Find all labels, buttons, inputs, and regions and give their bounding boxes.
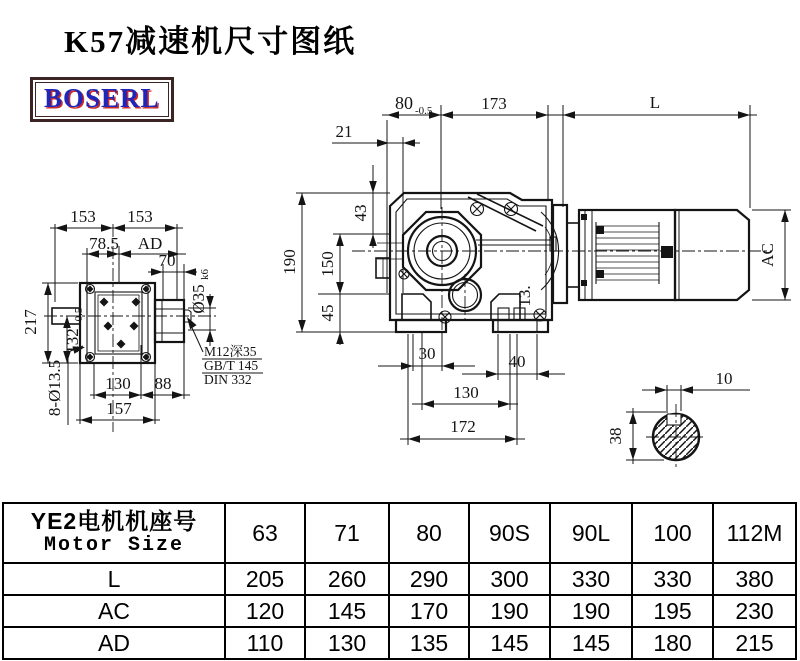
table-header-motor-size — [3, 503, 225, 563]
dim-label-30: 30 — [418, 344, 436, 363]
col-header: 80 — [389, 503, 469, 563]
logo-text: BOSERL — [44, 83, 160, 113]
dim-label-70: 70 — [158, 251, 176, 270]
value-cell: 290 — [389, 563, 469, 595]
motor-size-table — [2, 502, 797, 660]
logo-box — [30, 77, 174, 122]
page-title: K57减速机尺寸图纸 — [64, 24, 357, 59]
value-cell: 190 — [469, 595, 550, 627]
dim-label-78-5: 78.5 — [89, 234, 119, 253]
value-cell: 145 — [469, 627, 550, 659]
value-cell: 215 — [713, 627, 796, 659]
header-cn: YE2电机机座号 — [30, 508, 198, 535]
value-cell: 330 — [632, 563, 713, 595]
value-cell: 180 — [632, 627, 713, 659]
dim-label-130-front: 130 — [105, 374, 131, 393]
col-header: 90L — [550, 503, 632, 563]
row-label: AC — [3, 595, 225, 627]
dim-label-173: 173 — [481, 94, 507, 113]
dim-label-10: 10 — [715, 369, 733, 388]
dim-label-153-right: 153 — [127, 207, 153, 226]
dim-label-21: 21 — [335, 122, 353, 141]
dim-label-190: 190 — [280, 249, 299, 275]
col-header: 112M — [713, 503, 796, 563]
col-header: 100 — [632, 503, 713, 563]
dim-label-80: 80 — [395, 93, 413, 113]
dim-label-80-tol: -0.5 — [415, 105, 433, 117]
header-en: Motor Size — [43, 533, 185, 557]
value-cell: 145 — [305, 595, 389, 627]
dim-label-40: 40 — [508, 352, 526, 371]
shaft-section — [606, 369, 750, 470]
main-view — [280, 93, 791, 445]
dim-label-217: 217 — [21, 309, 40, 335]
dim-label-157: 157 — [106, 399, 132, 418]
dim-label-d35: Ø35 — [189, 284, 208, 314]
dim-label-132-tol: -0.5 — [73, 307, 85, 325]
dim-label-d35-fit: k6 — [199, 269, 211, 280]
value-cell: 130 — [305, 627, 389, 659]
value-cell: 380 — [713, 563, 796, 595]
value-cell: 195 — [632, 595, 713, 627]
value-cell: 120 — [225, 595, 305, 627]
table-row — [3, 595, 796, 627]
table-row — [3, 627, 796, 659]
value-cell: 260 — [305, 563, 389, 595]
col-header: 71 — [305, 503, 389, 563]
dim-label-150: 150 — [318, 251, 337, 277]
value-cell: 170 — [389, 595, 469, 627]
dim-label-13: 13. — [515, 285, 534, 307]
dim-label-L: L — [649, 93, 661, 112]
dim-label-88: 88 — [154, 374, 172, 393]
dim-label-132: 132 — [63, 328, 82, 354]
col-header: 90S — [469, 503, 550, 563]
value-cell: 230 — [713, 595, 796, 627]
value-cell: 190 — [550, 595, 632, 627]
dim-label-45: 45 — [318, 304, 337, 322]
dim-label-130-main: 130 — [453, 383, 479, 402]
value-cell: 205 — [225, 563, 305, 595]
dim-label-8-d13-5: 8-Ø13.5 — [45, 359, 64, 417]
dim-label-172: 172 — [450, 417, 476, 436]
col-header: 63 — [225, 503, 305, 563]
value-cell: 145 — [550, 627, 632, 659]
note-din332: DIN 332 — [204, 372, 252, 387]
front-view — [21, 207, 263, 432]
dim-label-153-left: 153 — [70, 207, 96, 226]
note-gbt145: GB/T 145 — [204, 358, 259, 373]
row-label: L — [3, 563, 225, 595]
dim-label-38: 38 — [606, 427, 625, 445]
value-cell: 300 — [469, 563, 550, 595]
dim-label-AC: AC — [758, 243, 777, 267]
row-label: AD — [3, 627, 225, 659]
dim-label-43: 43 — [351, 204, 370, 222]
dim-label-AD: AD — [137, 234, 163, 253]
value-cell: 330 — [550, 563, 632, 595]
logo-box-inner — [35, 82, 169, 117]
table-row — [3, 563, 796, 595]
value-cell: 110 — [225, 627, 305, 659]
note-m12: M12深35 — [204, 344, 257, 359]
value-cell: 135 — [389, 627, 469, 659]
